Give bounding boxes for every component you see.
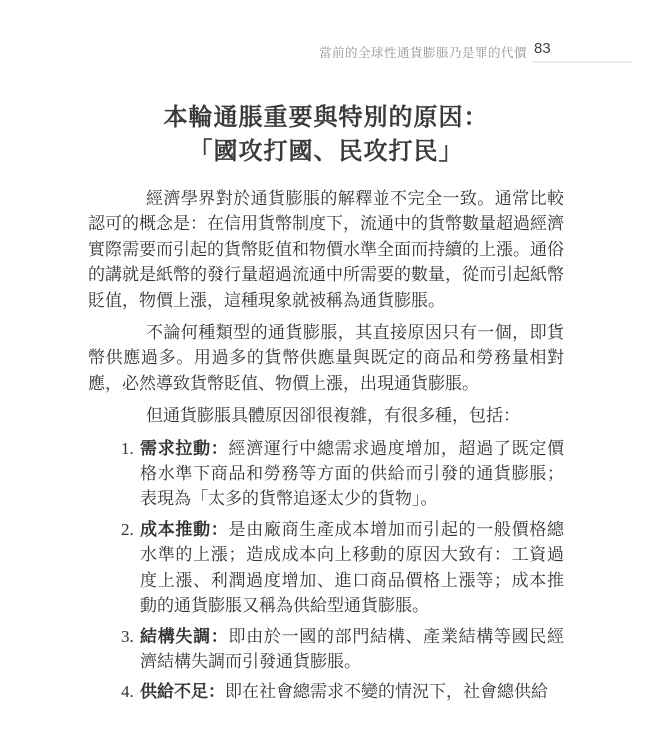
section-title [88,101,564,169]
list-item-colon: ： [210,626,229,646]
list-item-number: 4. [121,682,134,702]
list-item-insufficient-supply [88,679,564,704]
list-item-colon: ： [210,438,229,458]
list-item-text: 即在社會總需求不變的情況下，社會總供給 [225,682,548,702]
body-text [88,186,564,710]
running-header-title: 當前的全球性通貨膨脹乃是罪的代價 [318,46,527,60]
paragraph-direct-cause: 不論何種類型的通貨膨脹，其直接原因只有一個，即貨幣供應過多。用過多的貨幣供應量與既定的商品和勞務量相對應，必然導致貨幣貶值、物價上漲，出現通貨膨脹。 [88,323,564,393]
list-item-number: 1. [121,438,134,458]
list-item-term: 供給不足 [140,682,208,702]
section-title-line-1: 本輪通脹重要與特別的原因： [163,105,489,131]
paragraph-list-intro: 但通貨膨脹具體原因卻很複雜，有很多種，包括： [146,406,520,426]
list-item-colon: ： [208,682,225,702]
section-title-line-2: 「國攻打國、民攻打民」 [188,139,464,165]
list-item-colon: ： [210,519,229,539]
list-item-term: 結構失調 [140,626,211,646]
list-item-number: 2. [121,519,134,539]
list-item-text: 即由於一國的部門結構、產業結構等國民經濟結構失調而引發通貨膨脹。 [140,626,565,671]
paragraph-definition: 經濟學界對於通貨膨脹的解釋並不完全一致。通常比較認可的概念是：在信用貨幣制度下，流通中的貨幣數量超過經濟實際需要而引起的貨幣貶值和物價水準全面而持續的上漲。通俗的講就是紙幣的發行量超過流通中所需要的數量，從而引起紙幣貶值，物價上漲，這種現象就被稱為通貨膨脹。 [88,189,564,310]
list-item-demand-pull [88,436,564,512]
header-rule-divider [532,61,633,63]
list-item-term: 成本推動 [140,519,211,539]
inflation-causes-list [88,436,564,705]
list-item-structural-imbalance [88,624,564,675]
page-number: 83 [534,40,551,57]
list-item-cost-push [88,517,564,619]
list-item-text: 經濟運行中總需求過度增加，超過了既定價格水準下商品和勞務等方面的供給而引發的通貨膨脹；表現為「太多的貨幣追逐太少的貨物」。 [140,438,565,509]
list-item-term: 需求拉動 [140,438,211,458]
list-item-number: 3. [121,626,134,646]
list-item-text: 是由廠商生產成本增加而引起的一般價格總水準的上漲；造成成本向上移動的原因大致有：工資過度上漲、利潤過度增加、進口商品價格上漲等；成本推動的通貨膨脹又稱為供給型通貨膨脹。 [140,519,565,616]
